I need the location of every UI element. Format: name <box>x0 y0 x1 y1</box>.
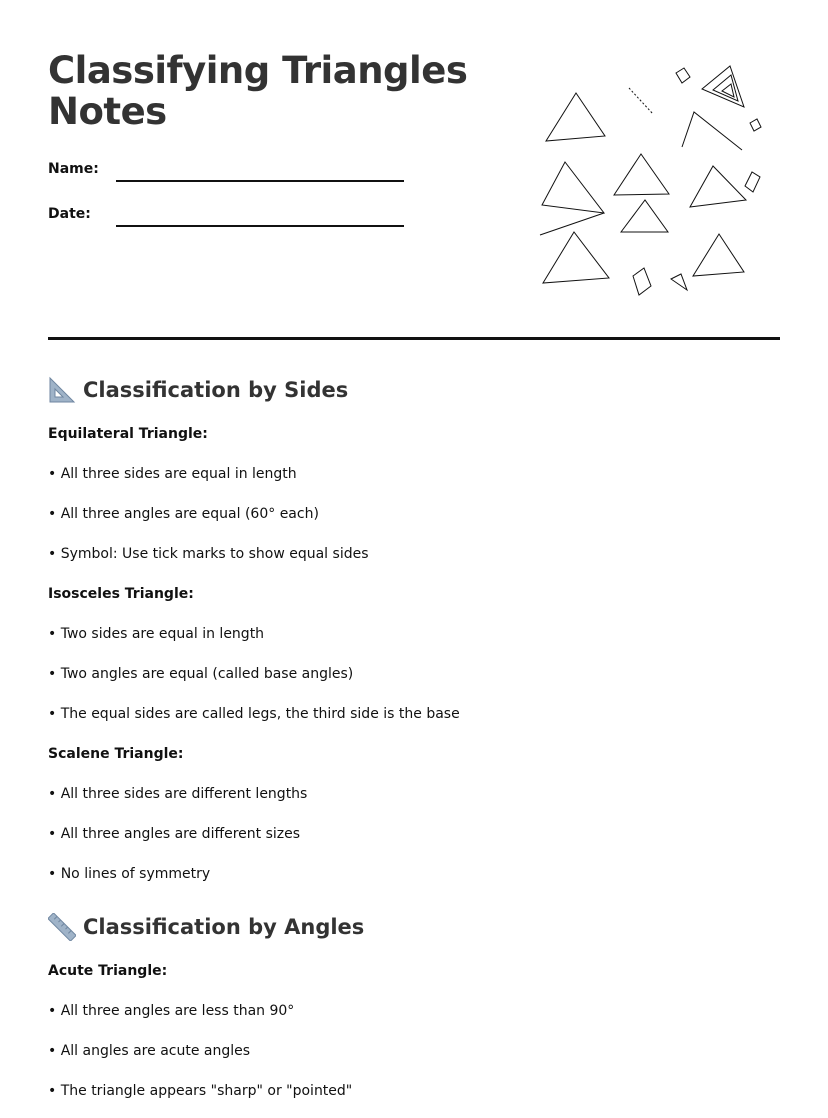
name-label: Name: <box>48 161 99 177</box>
list-item: • All three angles are different sizes <box>48 826 301 842</box>
list-item: • The equal sides are called legs, the third side is the base <box>48 706 460 722</box>
section-divider <box>48 337 780 340</box>
page-title <box>48 50 468 132</box>
list-item: • All angles are acute angles <box>48 1043 251 1059</box>
section-heading-angles-text: Classification by Angles <box>83 915 365 939</box>
title-line-1: Classifying Triangles <box>48 49 468 92</box>
section-heading-sides <box>48 375 348 405</box>
term-acute: Acute Triangle: <box>48 963 168 979</box>
date-field[interactable] <box>116 225 404 227</box>
section-heading-sides-text: Classification by Sides <box>83 378 349 402</box>
list-item: • Two sides are equal in length <box>48 626 265 642</box>
title-line-2: Notes <box>48 90 167 133</box>
list-item: • All three angles are equal (60° each) <box>48 506 319 522</box>
list-item: • Symbol: Use tick marks to show equal sides <box>48 546 369 562</box>
list-item: • Two angles are equal (called base angles) <box>48 666 354 682</box>
list-item: • All three sides are equal in length <box>48 466 297 482</box>
date-label: Date: <box>48 206 91 222</box>
term-isosceles: Isosceles Triangle: <box>48 586 194 602</box>
section-heading-angles <box>48 912 364 942</box>
list-item: • The triangle appears "sharp" or "pointed" <box>48 1083 353 1099</box>
scattered-triangles-icon <box>530 60 770 300</box>
set-square-icon <box>48 376 76 404</box>
term-equilateral: Equilateral Triangle: <box>48 426 208 442</box>
term-scalene: Scalene Triangle: <box>48 746 184 762</box>
ruler-icon <box>48 913 76 941</box>
list-item: • All three sides are different lengths <box>48 786 308 802</box>
list-item: • No lines of symmetry <box>48 866 211 882</box>
name-field[interactable] <box>116 180 404 182</box>
list-item: • All three angles are less than 90° <box>48 1003 295 1019</box>
